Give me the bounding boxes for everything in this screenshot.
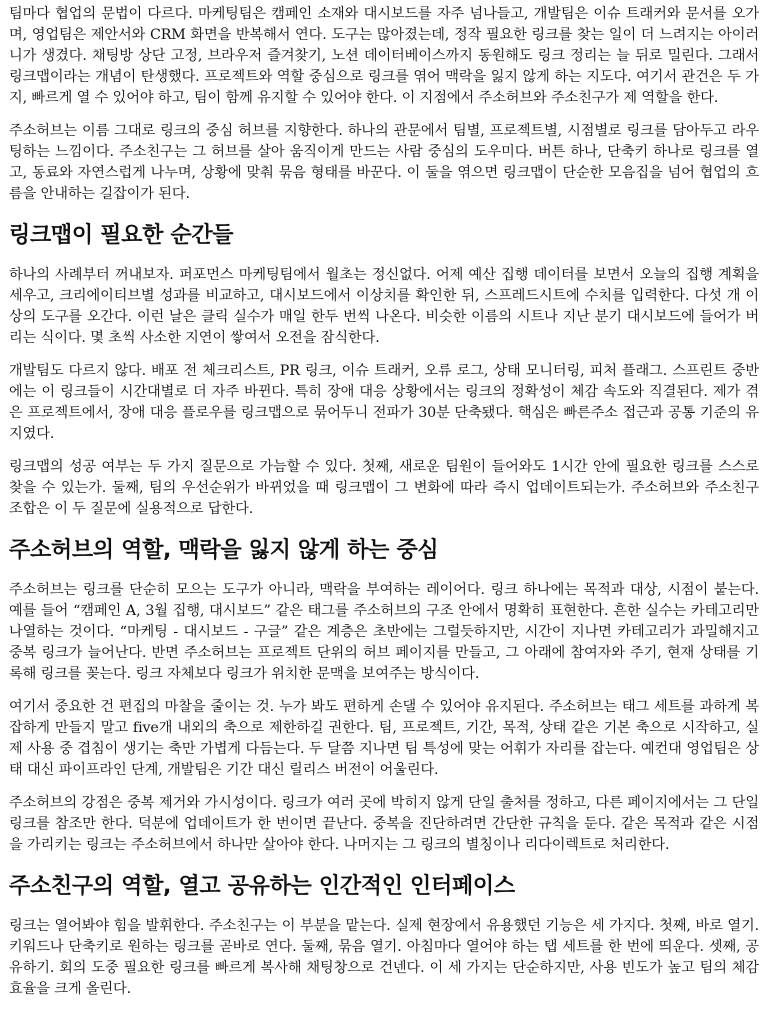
linkmap-moments-section	[9, 221, 759, 520]
paragraph: 주소허브는 이름 그대로 링크의 중심 허브를 지향한다. 하나의 관문에서 팀별, 프로젝트별, 시점별로 링크를 담아두고 라우팅하는 느낌이다. 주소친구는 그 허브를 살아 움직이게 만드는 사람 중심의 도우미다. 버튼 하나, 단축키 하나로 링크를 열고, 동료와 자연스럽게 나누며, 상황에 맞춰 묶음 형태를 바꾼다. 이 둘을 엮으면 링크맵이 단순한 모음집을 넘어 협업의 흐름을 안내하는 길잡이가 된다.	[9, 123, 759, 202]
paragraph: 팀마다 협업의 문법이 다르다. 마케팅팀은 캠페인 소재와 대시보드를 자주 넘나들고, 개발팀은 이슈 트래커와 문서를 오가며, 영업팀은 제안서와 CRM 화면을 반복해서 연다. 도구는 많아졌는데, 정작 필요한 링크를 찾는 일이 더 느려지는 아이러니가 생겼다. 채팅방 상단 고정, 브라우저 즐겨찾기, 노션 데이터베이스까지 동원해도 링크 정리는 늘 뒤로 밀린다. 그래서 링크맵이라는 개념이 탄생했다. 프로젝트와 역할 중심으로 링크를 엮어 맥락을 잃지 않게 하는 지도다. 여기서 관건은 두 가지, 빠르게 열 수 있어야 하고, 팀이 함께 유지할 수 있어야 한다. 이 지점에서 주소허브와 주소친구가 제 역할을 한다.	[9, 6, 759, 106]
section-heading: 링크맵이 필요한 순간들	[9, 223, 234, 248]
paragraph: 주소허브는 링크를 단순히 모으는 도구가 아니라, 맥락을 부여하는 레이어다. 링크 하나에는 목적과 대상, 시점이 붙는다. 예를 들어 “캠페인 A, 3월 집행, 대시보드” 같은 태그를 주소허브의 구조 안에서 명확히 표현한다. 흔한 실수는 카테고리만 나열하는 것이다. “마케팅 - 대시보드 - 구글” 같은 계층은 초반에는 그럴듯하지만, 시간이 지나면 카테고리가 과밀해지고 중복 링크가 늘어난다. 반면 주소허브는 프로젝트 단위의 허브 페이지를 만들고, 그 아래에 참여자와 주기, 현재 상태를 기록해 링크를 꽂는다. 링크 자체보다 링크가 위치한 문맥을 보여주는 방식이다.	[9, 582, 759, 682]
paragraph: 여기서 중요한 건 편집의 마찰을 줄이는 것. 누가 봐도 편하게 손댈 수 있어야 유지된다. 주소허브는 태그 세트를 과하게 복잡하게 만들지 말고 five개 내외의 축으로 제한하길 권한다. 팀, 프로젝트, 기간, 목적, 상태 같은 기본 축으로 시작하고, 실제 사용 중 겹침이 생기는 축만 가볍게 다듬는다. 두 달쯤 지나면 팀 특성에 맞는 어휘가 자리를 잡는다. 예컨대 영업팀은 상태 대신 파이프라인 단계, 개발팀은 기간 대신 릴리스 버전이 어울린다.	[9, 699, 759, 778]
paragraph: 링크맵의 성공 여부는 두 가지 질문으로 가늠할 수 있다. 첫째, 새로운 팀원이 들어와도 1시간 안에 필요한 링크를 스스로 찾을 수 있는가. 둘째, 팀의 우선순위가 바뀌었을 때 링크맵이 그 변화에 따라 즉시 업데이트되는가. 주소허브와 주소친구 조합은 이 두 질문에 실용적으로 답한다.	[9, 459, 759, 517]
address-friend-section	[9, 872, 759, 1000]
section-heading: 주소친구의 역할, 열고 공유하는 인간적인 인터페이스	[9, 874, 515, 899]
intro-section	[9, 4, 759, 205]
paragraph: 개발팀도 다르지 않다. 배포 전 체크리스트, PR 링크, 이슈 트래커, 오류 로그, 상태 모니터링, 피처 플래그. 스프린트 중반에는 이 링크들이 시간대별로 더 자주 바뀐다. 특히 장애 대응 상황에서는 링크의 정확성이 체감 속도와 직결된다. 제가 겪은 프로젝트에서, 장애 대응 플로우를 링크맵으로 묶어두니 전파가 30분 단축됐다. 핵심은 빠른주소 접근과 공통 기준의 유지였다.	[9, 363, 759, 442]
section-heading: 주소허브의 역할, 맥락을 잃지 않게 하는 중심	[9, 538, 439, 563]
paragraph: 링크는 열어봐야 힘을 발휘한다. 주소친구는 이 부분을 맡는다. 실제 현장에서 유용했던 기능은 세 가지다. 첫째, 바로 열기. 키워드나 단축키로 원하는 링크를 곧바로 연다. 둘째, 묶음 열기. 아침마다 열어야 하는 탭 세트를 한 번에 띄운다. 셋째, 공유하기. 회의 도중 필요한 링크를 빠르게 복사해 채팅창으로 건넨다. 이 세 가지는 단순하지만, 사용 빈도가 높고 팀의 체감 효율을 크게 올린다.	[9, 918, 759, 997]
paragraph: 하나의 사례부터 꺼내보자. 퍼포먼스 마케팅팀에서 월초는 정신없다. 어제 예산 집행 데이터를 보면서 오늘의 집행 계획을 세우고, 크리에이티브별 성과를 비교하고, 대시보드에서 이상치를 확인한 뒤, 스프레드시트에 수치를 입력한다. 다섯 개 이상의 도구를 오간다. 이런 날은 클릭 실수가 매일 한두 번씩 나온다. 비슷한 이름의 시트나 지난 분기 대시보드에 들어가 버리는 식이다. 몇 초씩 사소한 지연이 쌓여서 오전을 잠식한다.	[9, 267, 759, 346]
address-hub-section	[9, 536, 759, 856]
paragraph: 주소허브의 강점은 중복 제거와 가시성이다. 링크가 여러 곳에 박히지 않게 단일 출처를 정하고, 다른 페이지에서는 그 단일 링크를 참조만 한다. 덕분에 업데이트가 한 번이면 끝난다. 중복을 진단하려면 간단한 규칙을 둔다. 같은 목적과 같은 시점을 가리키는 링크는 주소허브에서 하나만 살아야 한다. 나머지는 그 링크의 별칭이나 리다이렉트로 처리한다.	[9, 795, 759, 853]
